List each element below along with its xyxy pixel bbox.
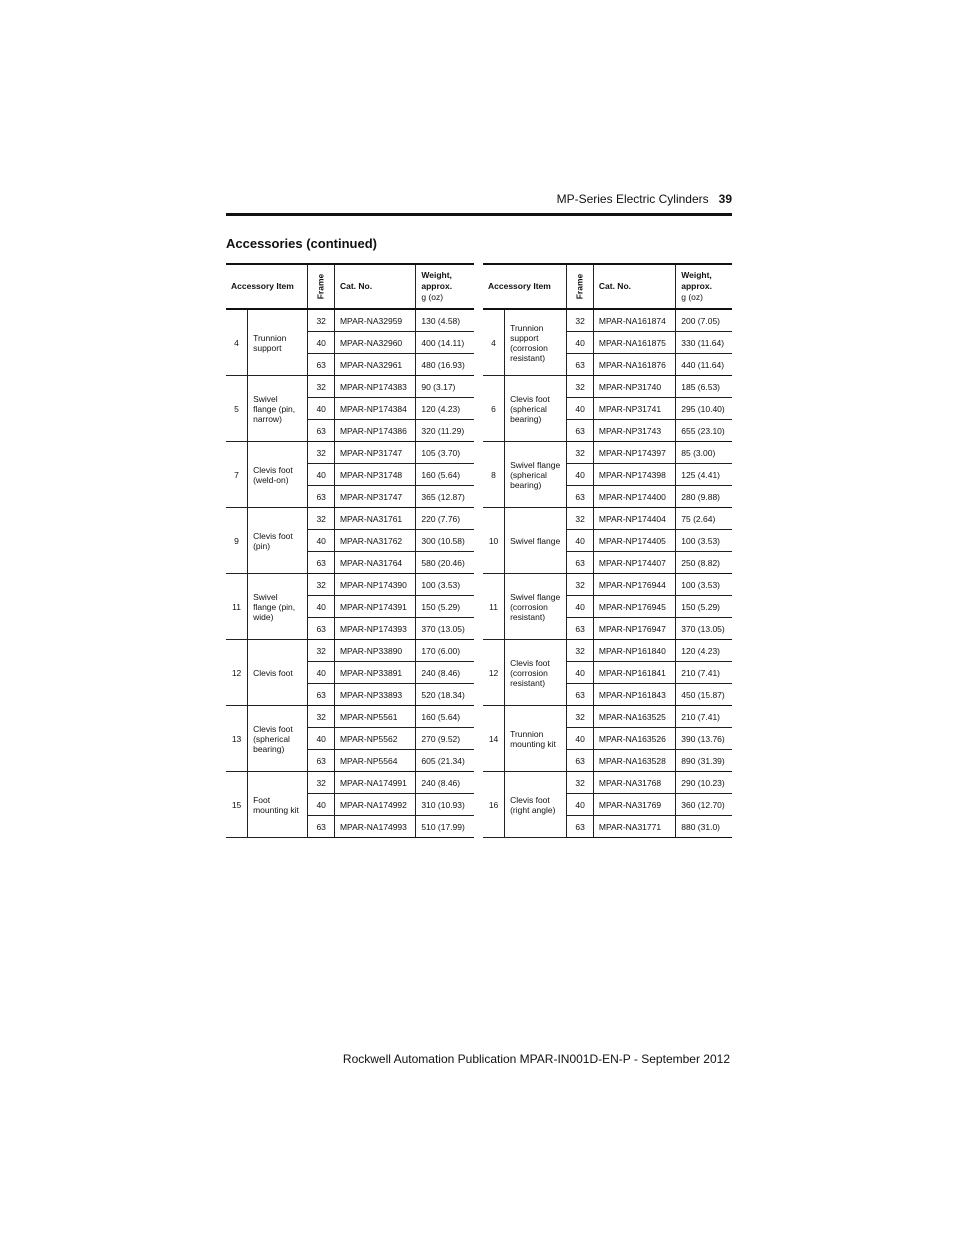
item-name: Swivel flange (pin, wide) xyxy=(248,574,308,640)
table-header-row xyxy=(226,264,474,309)
frame-size: 32 xyxy=(567,640,594,662)
catalog-number: MPAR-NP33890 xyxy=(334,640,415,662)
table-header-row xyxy=(483,264,732,309)
catalog-number: MPAR-NP174404 xyxy=(593,508,675,530)
weight-value: 290 (10.23) xyxy=(676,772,732,794)
section-title: Accessories (continued) xyxy=(226,236,377,251)
weight-value: 510 (17.99) xyxy=(416,816,474,838)
frame-size: 63 xyxy=(308,618,335,640)
frame-size: 40 xyxy=(308,332,335,354)
weight-value: 390 (13.76) xyxy=(676,728,732,750)
weight-value: 130 (4.58) xyxy=(416,309,474,332)
frame-size: 32 xyxy=(567,706,594,728)
catalog-number: MPAR-NA31769 xyxy=(593,794,675,816)
catalog-number: MPAR-NP174390 xyxy=(334,574,415,596)
item-number: 10 xyxy=(483,508,505,574)
item-number: 13 xyxy=(226,706,248,772)
catalog-number: MPAR-NP5562 xyxy=(334,728,415,750)
weight-value: 250 (8.82) xyxy=(676,552,732,574)
item-number: 4 xyxy=(226,309,248,376)
item-name: Clevis foot (spherical bearing) xyxy=(248,706,308,772)
header-title: MP-Series Electric Cylinders xyxy=(556,192,709,206)
weight-value: 330 (11.64) xyxy=(676,332,732,354)
weight-value: 210 (7.41) xyxy=(676,662,732,684)
item-name: Trunnion mounting kit xyxy=(505,706,567,772)
table-row xyxy=(483,442,732,464)
header-rule xyxy=(226,213,732,216)
item-number: 11 xyxy=(226,574,248,640)
frame-size: 32 xyxy=(308,309,335,332)
frame-size: 63 xyxy=(567,486,594,508)
frame-size: 63 xyxy=(567,552,594,574)
item-number: 16 xyxy=(483,772,505,838)
weight-value: 580 (20.46) xyxy=(416,552,474,574)
weight-value: 100 (3.53) xyxy=(416,574,474,596)
frame-size: 32 xyxy=(308,442,335,464)
frame-size: 40 xyxy=(308,464,335,486)
catalog-number: MPAR-NP5564 xyxy=(334,750,415,772)
table-row xyxy=(483,508,732,530)
catalog-number: MPAR-NP174393 xyxy=(334,618,415,640)
header-accessory-item: Accessory Item xyxy=(483,264,567,309)
weight-value: 310 (10.93) xyxy=(416,794,474,816)
frame-size: 63 xyxy=(308,354,335,376)
page-number: 39 xyxy=(718,192,732,206)
frame-size: 63 xyxy=(567,354,594,376)
catalog-number: MPAR-NP31747 xyxy=(334,442,415,464)
frame-size: 63 xyxy=(308,420,335,442)
table-row xyxy=(226,772,474,794)
catalog-number: MPAR-NP174391 xyxy=(334,596,415,618)
weight-value: 100 (3.53) xyxy=(676,574,732,596)
weight-value: 185 (6.53) xyxy=(676,376,732,398)
weight-value: 280 (9.88) xyxy=(676,486,732,508)
catalog-number: MPAR-NP33893 xyxy=(334,684,415,706)
weight-value: 480 (16.93) xyxy=(416,354,474,376)
running-header xyxy=(226,192,732,210)
catalog-number: MPAR-NP161841 xyxy=(593,662,675,684)
frame-size: 40 xyxy=(567,398,594,420)
catalog-number: MPAR-NA31771 xyxy=(593,816,675,838)
frame-size: 32 xyxy=(308,772,335,794)
weight-value: 170 (6.00) xyxy=(416,640,474,662)
catalog-number: MPAR-NA161876 xyxy=(593,354,675,376)
item-name: Clevis foot (pin) xyxy=(248,508,308,574)
item-number: 7 xyxy=(226,442,248,508)
frame-size: 40 xyxy=(308,794,335,816)
weight-value: 365 (12.87) xyxy=(416,486,474,508)
weight-value: 120 (4.23) xyxy=(676,640,732,662)
weight-value: 880 (31.0) xyxy=(676,816,732,838)
frame-size: 32 xyxy=(567,309,594,332)
item-name: Swivel flange (pin, narrow) xyxy=(248,376,308,442)
frame-size: 63 xyxy=(308,750,335,772)
weight-value: 300 (10.58) xyxy=(416,530,474,552)
weight-value: 150 (5.29) xyxy=(676,596,732,618)
catalog-number: MPAR-NP174397 xyxy=(593,442,675,464)
weight-value: 75 (2.64) xyxy=(676,508,732,530)
weight-value: 890 (31.39) xyxy=(676,750,732,772)
item-number: 6 xyxy=(483,376,505,442)
catalog-number: MPAR-NP31747 xyxy=(334,486,415,508)
table-row xyxy=(483,376,732,398)
catalog-number: MPAR-NP176945 xyxy=(593,596,675,618)
catalog-number: MPAR-NP33891 xyxy=(334,662,415,684)
table-row xyxy=(226,442,474,464)
weight-value: 370 (13.05) xyxy=(416,618,474,640)
frame-size: 40 xyxy=(567,332,594,354)
weight-value: 295 (10.40) xyxy=(676,398,732,420)
item-name: Clevis foot (corrosion resistant) xyxy=(505,640,567,706)
frame-size: 63 xyxy=(308,552,335,574)
header-accessory-item: Accessory Item xyxy=(226,264,308,309)
frame-size: 40 xyxy=(567,794,594,816)
header-cat-no: Cat. No. xyxy=(593,264,675,309)
table-row xyxy=(483,574,732,596)
catalog-number: MPAR-NP174398 xyxy=(593,464,675,486)
item-name: Foot mounting kit xyxy=(248,772,308,838)
item-number: 9 xyxy=(226,508,248,574)
weight-value: 400 (14.11) xyxy=(416,332,474,354)
catalog-number: MPAR-NA32959 xyxy=(334,309,415,332)
frame-size: 40 xyxy=(567,464,594,486)
catalog-number: MPAR-NP161840 xyxy=(593,640,675,662)
weight-value: 605 (21.34) xyxy=(416,750,474,772)
frame-size: 40 xyxy=(567,662,594,684)
item-name: Trunnion support xyxy=(248,309,308,376)
frame-size: 63 xyxy=(308,816,335,838)
frame-size: 32 xyxy=(308,574,335,596)
table-row xyxy=(226,376,474,398)
table-row xyxy=(483,309,732,332)
header-weight: Weight, approx. g (oz) xyxy=(416,264,474,309)
frame-size: 40 xyxy=(308,728,335,750)
item-name: Clevis foot xyxy=(248,640,308,706)
weight-value: 90 (3.17) xyxy=(416,376,474,398)
catalog-number: MPAR-NP31740 xyxy=(593,376,675,398)
table-row xyxy=(483,706,732,728)
table-row xyxy=(226,706,474,728)
weight-value: 370 (13.05) xyxy=(676,618,732,640)
header-frame: Frame xyxy=(308,264,335,309)
catalog-number: MPAR-NA163525 xyxy=(593,706,675,728)
weight-value: 120 (4.23) xyxy=(416,398,474,420)
frame-size: 40 xyxy=(567,530,594,552)
frame-size: 63 xyxy=(308,486,335,508)
weight-value: 160 (5.64) xyxy=(416,464,474,486)
catalog-number: MPAR-NA163528 xyxy=(593,750,675,772)
weight-value: 100 (3.53) xyxy=(676,530,732,552)
item-name: Trunnion support (corrosion resistant) xyxy=(505,309,567,376)
catalog-number: MPAR-NP161843 xyxy=(593,684,675,706)
frame-size: 40 xyxy=(308,596,335,618)
catalog-number: MPAR-NA174993 xyxy=(334,816,415,838)
header-cat-no: Cat. No. xyxy=(334,264,415,309)
frame-size: 32 xyxy=(308,376,335,398)
table-row xyxy=(483,772,732,794)
weight-value: 240 (8.46) xyxy=(416,662,474,684)
catalog-number: MPAR-NA174991 xyxy=(334,772,415,794)
weight-value: 105 (3.70) xyxy=(416,442,474,464)
weight-value: 440 (11.64) xyxy=(676,354,732,376)
table-row xyxy=(226,640,474,662)
item-name: Swivel flange (corrosion resistant) xyxy=(505,574,567,640)
item-name: Swivel flange xyxy=(505,508,567,574)
catalog-number: MPAR-NP31743 xyxy=(593,420,675,442)
frame-size: 32 xyxy=(567,376,594,398)
weight-value: 160 (5.64) xyxy=(416,706,474,728)
frame-size: 63 xyxy=(308,684,335,706)
catalog-number: MPAR-NA32961 xyxy=(334,354,415,376)
catalog-number: MPAR-NA161875 xyxy=(593,332,675,354)
weight-value: 655 (23.10) xyxy=(676,420,732,442)
catalog-number: MPAR-NP176947 xyxy=(593,618,675,640)
catalog-number: MPAR-NP174383 xyxy=(334,376,415,398)
catalog-number: MPAR-NP174400 xyxy=(593,486,675,508)
catalog-number: MPAR-NP174384 xyxy=(334,398,415,420)
catalog-number: MPAR-NP174407 xyxy=(593,552,675,574)
frame-size: 32 xyxy=(308,706,335,728)
frame-size: 32 xyxy=(308,640,335,662)
catalog-number: MPAR-NA31768 xyxy=(593,772,675,794)
catalog-number: MPAR-NP31748 xyxy=(334,464,415,486)
weight-value: 450 (15.87) xyxy=(676,684,732,706)
frame-size: 32 xyxy=(567,574,594,596)
catalog-number: MPAR-NA31761 xyxy=(334,508,415,530)
weight-value: 320 (11.29) xyxy=(416,420,474,442)
catalog-number: MPAR-NA32960 xyxy=(334,332,415,354)
item-name: Clevis foot (right angle) xyxy=(505,772,567,838)
frame-size: 32 xyxy=(567,772,594,794)
publication-footer: Rockwell Automation Publication MPAR-IN001D-EN-P - September 2012 xyxy=(342,1052,730,1066)
weight-value: 270 (9.52) xyxy=(416,728,474,750)
catalog-number: MPAR-NP176944 xyxy=(593,574,675,596)
table-row xyxy=(226,574,474,596)
accessories-table-left xyxy=(226,263,474,838)
table-row xyxy=(226,508,474,530)
table-row xyxy=(483,640,732,662)
weight-value: 520 (18.34) xyxy=(416,684,474,706)
catalog-number: MPAR-NA174992 xyxy=(334,794,415,816)
item-name: Swivel flange (spherical bearing) xyxy=(505,442,567,508)
frame-size: 40 xyxy=(567,728,594,750)
frame-size: 63 xyxy=(567,684,594,706)
header-frame: Frame xyxy=(567,264,594,309)
item-number: 11 xyxy=(483,574,505,640)
item-number: 4 xyxy=(483,309,505,376)
item-number: 12 xyxy=(226,640,248,706)
catalog-number: MPAR-NP174386 xyxy=(334,420,415,442)
frame-size: 63 xyxy=(567,618,594,640)
catalog-number: MPAR-NP31741 xyxy=(593,398,675,420)
frame-size: 40 xyxy=(308,530,335,552)
weight-value: 360 (12.70) xyxy=(676,794,732,816)
weight-value: 220 (7.76) xyxy=(416,508,474,530)
frame-size: 32 xyxy=(567,508,594,530)
weight-value: 150 (5.29) xyxy=(416,596,474,618)
header-weight: Weight, approx. g (oz) xyxy=(676,264,732,309)
item-name: Clevis foot (spherical bearing) xyxy=(505,376,567,442)
catalog-number: MPAR-NA31762 xyxy=(334,530,415,552)
weight-value: 200 (7.05) xyxy=(676,309,732,332)
frame-size: 63 xyxy=(567,750,594,772)
item-number: 12 xyxy=(483,640,505,706)
item-number: 8 xyxy=(483,442,505,508)
frame-size: 63 xyxy=(567,420,594,442)
item-name: Clevis foot (weld-on) xyxy=(248,442,308,508)
frame-size: 32 xyxy=(308,508,335,530)
catalog-number: MPAR-NA163526 xyxy=(593,728,675,750)
item-number: 14 xyxy=(483,706,505,772)
frame-size: 32 xyxy=(567,442,594,464)
frame-size: 63 xyxy=(567,816,594,838)
weight-value: 210 (7.41) xyxy=(676,706,732,728)
frame-size: 40 xyxy=(308,662,335,684)
item-number: 15 xyxy=(226,772,248,838)
catalog-number: MPAR-NP5561 xyxy=(334,706,415,728)
item-number: 5 xyxy=(226,376,248,442)
frame-size: 40 xyxy=(567,596,594,618)
weight-value: 240 (8.46) xyxy=(416,772,474,794)
frame-size: 40 xyxy=(308,398,335,420)
catalog-number: MPAR-NA161874 xyxy=(593,309,675,332)
accessories-table-right xyxy=(483,263,732,838)
weight-value: 125 (4.41) xyxy=(676,464,732,486)
table-row xyxy=(226,309,474,332)
catalog-number: MPAR-NA31764 xyxy=(334,552,415,574)
catalog-number: MPAR-NP174405 xyxy=(593,530,675,552)
weight-value: 85 (3.00) xyxy=(676,442,732,464)
